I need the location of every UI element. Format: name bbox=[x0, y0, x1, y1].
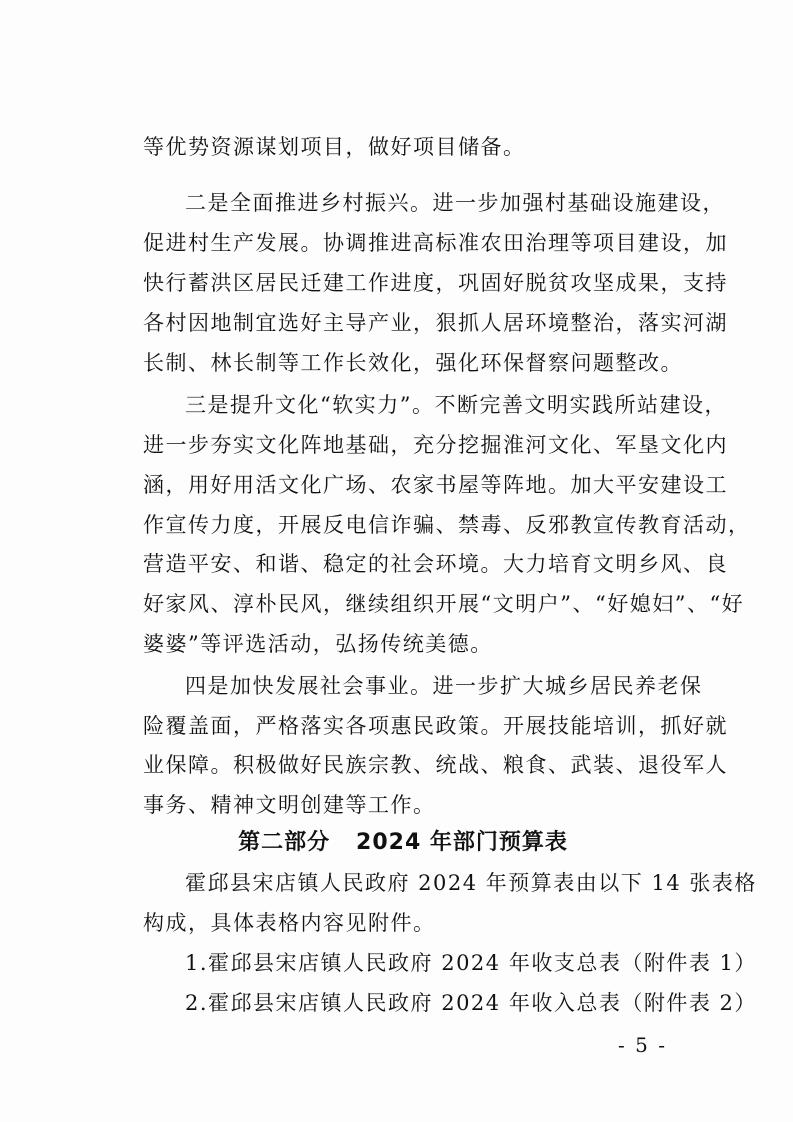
paragraph-line: 快行蓄洪区居民迁建工作进度，巩固好脱贫攻坚成果，支持 bbox=[143, 271, 728, 295]
paragraph-line: 婆婆”等评选活动，弘扬传统美德。 bbox=[143, 632, 493, 656]
paragraph-line: 险覆盖面，严格落实各项惠民政策。开展技能培训，抓好就 bbox=[143, 714, 728, 738]
paragraph-line: 好家风、淳朴民风，继续组织开展“文明户”、“好媳妇”、“好 bbox=[143, 592, 745, 616]
paragraph-line: 进一步夯实文化阵地基础，充分挖掘淮河文化、军垦文化内 bbox=[143, 433, 728, 457]
intro-line: 构成，具体表格内容见附件。 bbox=[143, 911, 436, 935]
intro-line: 霍邱县宋店镇人民政府 2024 年预算表由以下 14 张表格 bbox=[185, 871, 757, 895]
page-number: - 5 - bbox=[618, 1033, 667, 1057]
paragraph-line: 业保障。积极做好民族宗教、统战、粮食、武装、退役军人 bbox=[143, 753, 728, 777]
paragraph-line: 涵，用好用活文化广场、农家书屋等阵地。加大平安建设工 bbox=[143, 473, 728, 497]
paragraph-line: 等优势资源谋划项目，做好项目储备。 bbox=[143, 135, 526, 159]
paragraph-line: 事务、精神文明创建等工作。 bbox=[143, 793, 436, 817]
list-item: 2.霍邱县宋店镇人民政府 2024 年收入总表（附件表 2） bbox=[185, 991, 757, 1015]
paragraph-line: 营造平安、和谐、稳定的社会环境。大力培育文明乡风、良 bbox=[143, 552, 728, 576]
section-heading: 第二部分 2024 年部门预算表 bbox=[238, 830, 568, 855]
paragraph-line: 促进村生产发展。协调推进高标准农田治理等项目建设，加 bbox=[143, 231, 728, 255]
paragraph-line: 四是加快发展社会事业。进一步扩大城乡居民养老保 bbox=[185, 674, 703, 698]
paragraph-line: 作宣传力度，开展反电信诈骗、禁毒、反邪教宣传教育活动， bbox=[143, 513, 751, 537]
paragraph-line: 各村因地制宜选好主导产业，狠抓人居环境整治，落实河湖 bbox=[143, 311, 728, 335]
paragraph-line: 长制、林长制等工作长效化，强化环保督察问题整改。 bbox=[143, 351, 683, 375]
paragraph-line: 三是提升文化“软实力”。不断完善文明实践所站建设， bbox=[185, 393, 727, 417]
paragraph-line: 二是全面推进乡村振兴。进一步加强村基础设施建设， bbox=[185, 191, 725, 215]
list-item: 1.霍邱县宋店镇人民政府 2024 年收支总表（附件表 1） bbox=[185, 951, 757, 975]
